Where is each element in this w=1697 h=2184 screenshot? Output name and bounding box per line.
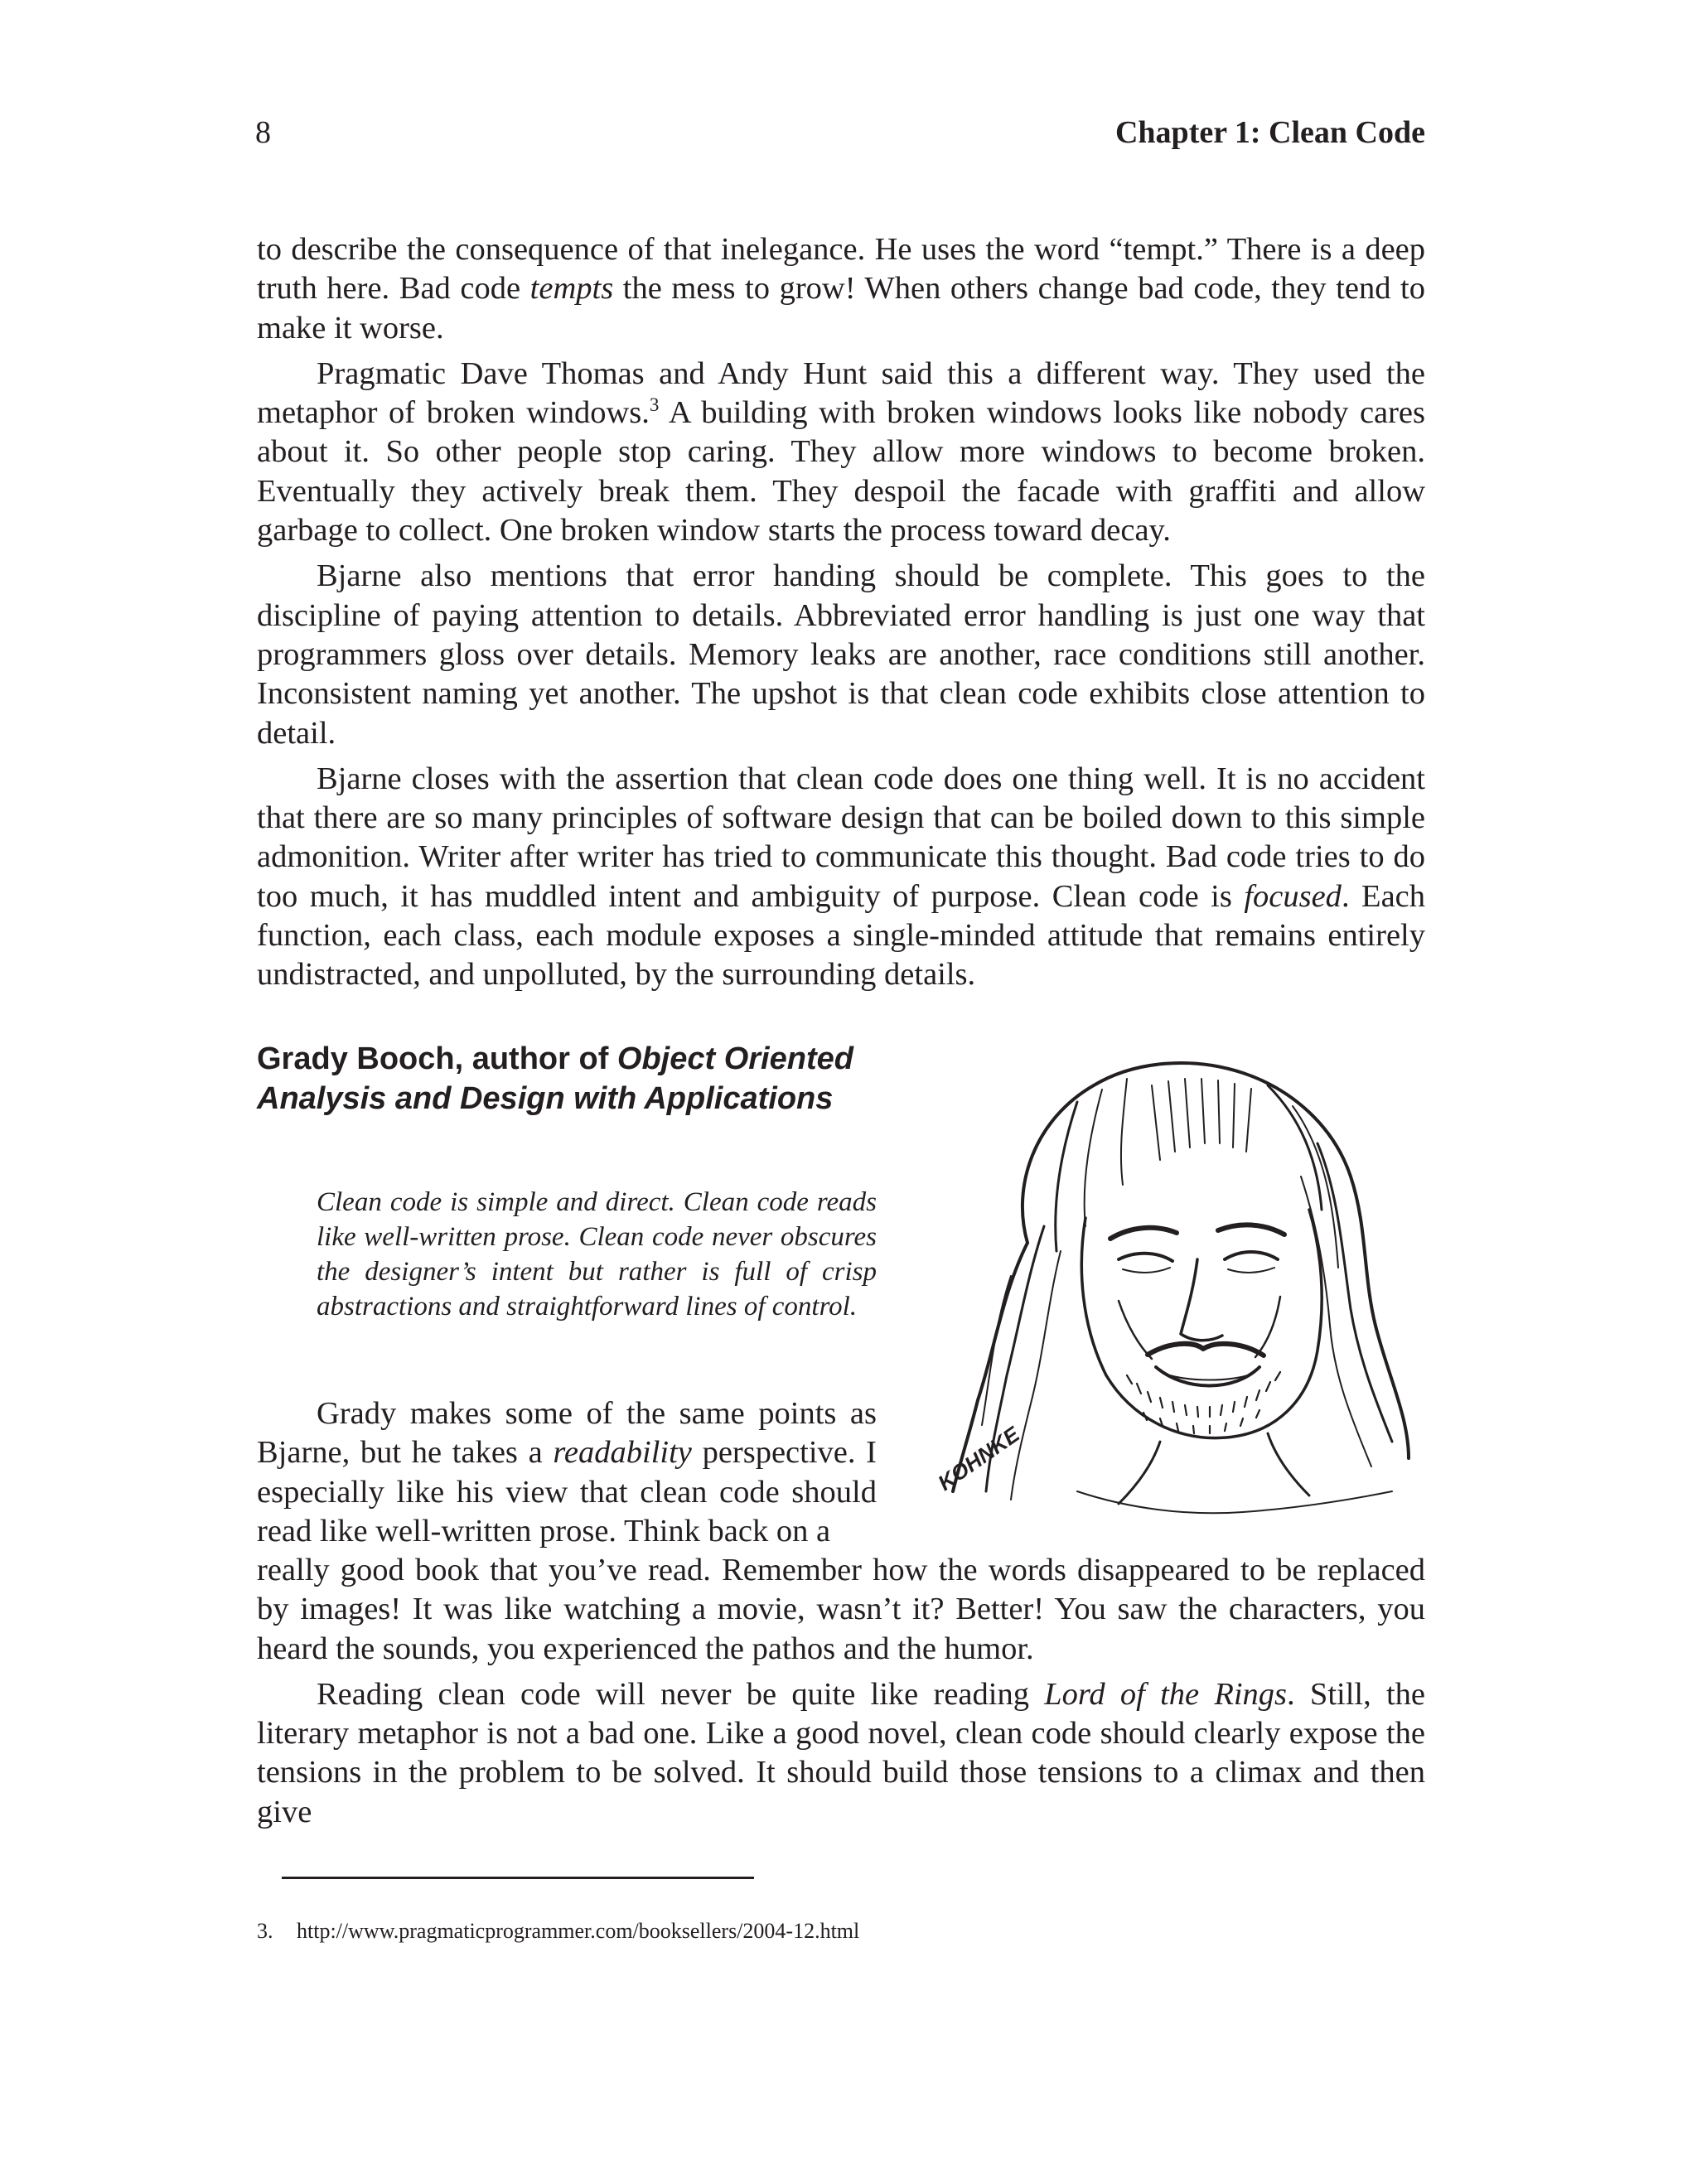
right-eye — [1225, 1252, 1278, 1259]
page-number: 8 — [255, 115, 271, 150]
mustache — [1148, 1344, 1264, 1355]
right-eyebrow — [1218, 1225, 1284, 1235]
paragraph-readability-continued: really good book that you’ve read. Remember how the words disappeared to be replaced by images! It was like watching a movie, wasn’t it? Better! You saw the characters, you heard the sounds, you experienced the pathos and the humor. — [257, 1553, 1425, 1666]
left-eyebrow — [1110, 1228, 1177, 1239]
paragraph-readability: Grady makes some of the same points as Bjarne, but he takes a readability perspective. I especially like his view that clean code should read like well-written prose. Think back on a — [257, 1396, 877, 1549]
footnote-url: http://www.pragmaticprogrammer.com/booksellers/2004-12.html — [297, 1919, 860, 1943]
body-text-block-3 — [257, 1551, 1425, 1832]
paragraph-error-handling: Bjarne also mentions that error handing should be complete. This goes to the discipline of paying attention to details. Abbreviated error handling is just one way that programmers gloss over details. Memory leaks are another, race conditions still another. Inconsistent naming yet another. The upshot is that clean code exhibits close attention to detail. — [257, 558, 1425, 751]
paragraph-lord-of-the-rings: Reading clean code will never be quite like reading Lord of the Rings. Still, the literary metaphor is not a bad one. Like a good novel, clean code should clearly expose the tensions in the problem to be solved. It should build those tensions to a climax and then give — [257, 1676, 1425, 1829]
footnote-number: 3. — [257, 1919, 273, 1943]
face-outline — [1081, 1210, 1322, 1438]
footnote-3 — [257, 1918, 859, 1945]
collar — [1119, 1433, 1309, 1504]
left-eye — [1119, 1254, 1172, 1261]
book-title: Object Oriented Analysis and Design with Applications — [257, 1041, 853, 1116]
nose — [1181, 1259, 1222, 1341]
section-heading-grady-booch: Grady Booch, author of Object Oriented Analysis and Design with Applications — [257, 1041, 853, 1116]
emphasis-readability: readability — [553, 1435, 692, 1471]
footnote-reference: 3 — [649, 394, 660, 416]
beard-texture — [1127, 1372, 1280, 1433]
artist-signature: KOHNKE — [933, 1421, 1024, 1495]
footnote-divider — [282, 1877, 754, 1879]
body-text-block-1 — [257, 230, 1425, 995]
emphasis-tempts: tempts — [529, 271, 614, 307]
paragraph-broken-windows: Pragmatic Dave Thomas and Andy Hunt said this a different way. They used the metaphor of broken windows.$^3$ A building with broken windows looks like nobody cares about it. So other people stop caring. They allow more windows to become broken. Eventually they actively break them. They despoil the facade with graffiti and allow garbage to collect. One broken window starts the process toward decay. — [257, 355, 1426, 548]
paragraph-one-thing-well: Bjarne closes with the assertion that clean code does one thing well. It is no accident that there are so many principles of software design that can be boiled down to this simple admonition. Writer after writer has tried to communicate this thought. Bad code tries to do too much, it has muddled intent and ambiguity of purpose. Clean code is focused. Each function, each class, each module exposes a single-minded attitude that remains entirely undistracted, and unpolluted, by the surrounding details. — [257, 761, 1425, 993]
quote-grady-booch: Clean code is simple and direct. Clean code reads like well-written prose. Clean code never obscures the designer’s intent but rather is full of crisp abstractions and straightforward lines of control. — [317, 1187, 877, 1322]
grady-booch-portrait-illustration — [911, 1027, 1442, 1524]
paragraph-continuation: to describe the consequence of that inelegance. He uses the word “tempt.” There is a deep truth here. Bad code tempts the mess to grow! When others change bad code, they tend to make it worse. — [257, 232, 1426, 345]
emphasis-lord-of-the-rings: Lord of the Rings — [1044, 1676, 1288, 1712]
emphasis-focused: focused — [1244, 878, 1342, 914]
running-head: Chapter 1: Clean Code — [1114, 115, 1425, 150]
